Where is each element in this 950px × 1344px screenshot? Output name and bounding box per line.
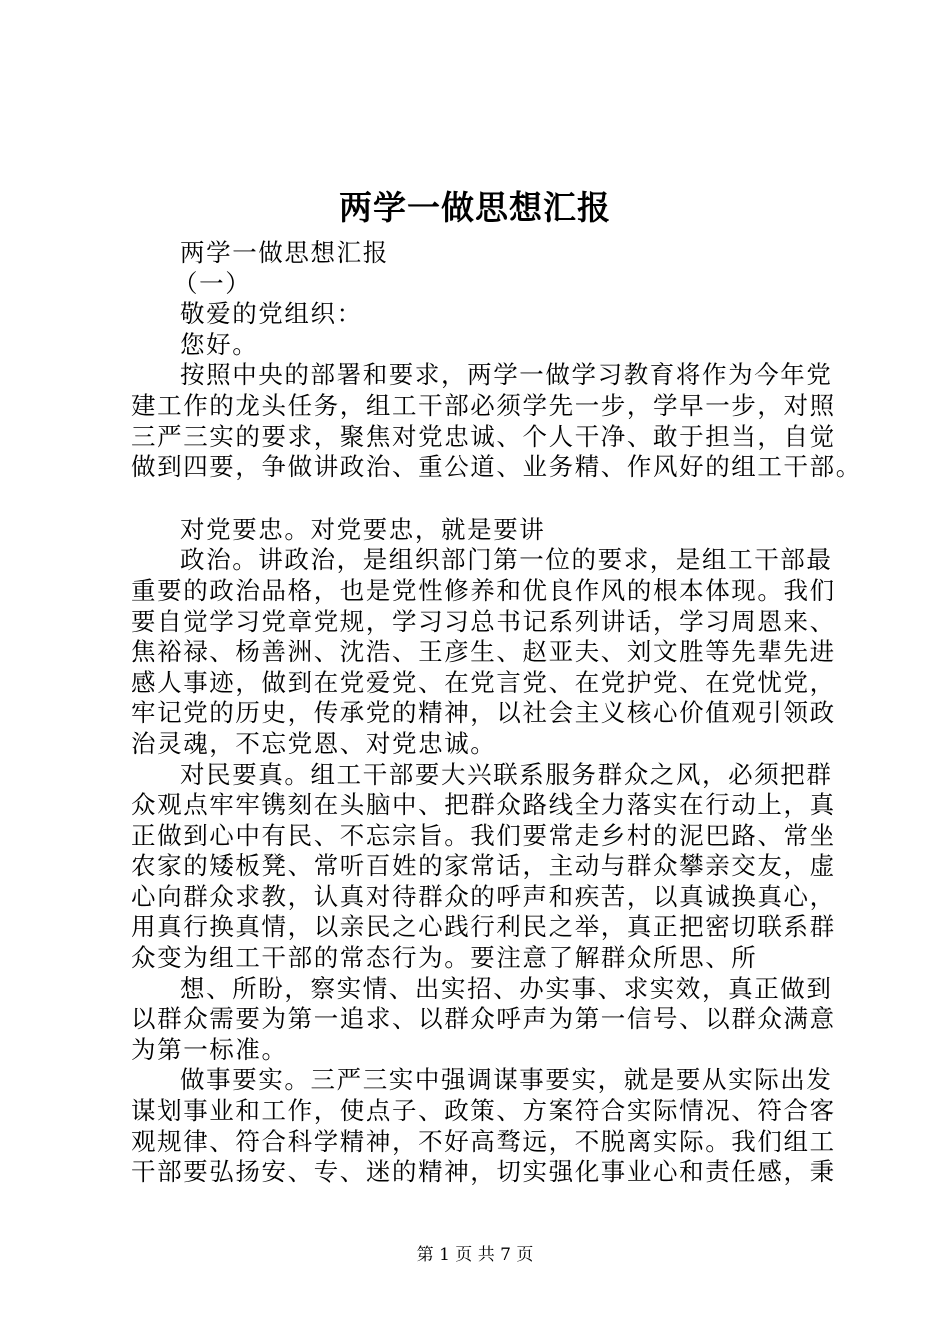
body-line: 对党要忠。对党要忠，就是要讲 [180,514,546,544]
paragraph-gap [131,483,841,515]
body-line: 您好。 [180,329,259,359]
body-line: 干部要弘扬安、专、迷的精神，切实强化事业心和责任感，秉 [131,1157,836,1187]
body-line: 焦裕禄、杨善洲、沈浩、王彦生、赵亚夫、刘文胜等先辈先进 [131,637,836,667]
body-line: 感人事迹，做到在党爱党、在党言党、在党护党、在党忧党， [131,667,836,697]
body-line: 政治。讲政治，是组织部门第一位的要求，是组工干部最 [180,545,833,575]
body-line: 用真行换真情，以亲民之心践行利民之举，真正把密切联系群 [131,912,836,942]
body-line: 对民要真。组工干部要大兴联系服务群众之风，必须把群 [180,759,833,789]
body-line: 以群众需要为第一追求、以群众呼声为第一信号、以群众满意 [131,1004,836,1034]
body-line: 三严三实的要求，聚焦对党忠诚、个人干净、敢于担当，自觉 [131,421,836,451]
document-title: 两学一做思想汇报 [339,188,611,227]
body-line: 敬爱的党组织： [180,299,363,329]
body-line: 心向群众求教，认真对待群众的呼声和疾苦，以真诚换真心， [131,881,836,911]
body-line: 农家的矮板凳、常听百姓的家常话，主动与群众攀亲交友，虚 [131,851,836,881]
body-line: 要自觉学习党章党规，学习习总书记系列讲话，学习周恩来、 [131,606,836,636]
body-line: 想、所盼，察实情、出实招、办实事、求实效，真正做到 [180,973,833,1003]
body-line: 做到四要，争做讲政治、重公道、业务精、作风好的组工干部。 [131,452,862,482]
body-line: 治灵魂，不忘党恩、对党忠诚。 [131,728,497,758]
body-line: 建工作的龙头任务，组工干部必须学先一步，学早一步，对照 [131,390,836,420]
body-line: 众变为组工干部的常态行为。要注意了解群众所思、所 [131,943,758,973]
body-line: 重要的政治品格，也是党性修养和优良作风的根本体现。我们 [131,575,836,605]
body-line: 牢记党的历史，传承党的精神，以社会主义核心价值观引领政 [131,698,836,728]
body-line: 谋划事业和工作，使点子、政策、方案符合实际情况、符合客 [131,1096,836,1126]
body-line: 正做到心中有民、不忘宗旨。我们要常走乡村的泥巴路、常坐 [131,820,836,850]
body-line: 为第一标准。 [131,1034,288,1064]
body-line: 观规律、符合科学精神，不好高骛远，不脱离实际。我们组工 [131,1126,836,1156]
body-line: 做事要实。三严三实中强调谋事要实，就是要从实际出发 [180,1065,833,1095]
page-number: 第 1 页 共 7 页 [416,1245,534,1265]
body-line: 按照中央的部署和要求，两学一做学习教育将作为今年党 [180,360,833,390]
body-line: （一） [173,268,252,298]
body-line: 众观点牢牢镌刻在头脑中、把群众路线全力落实在行动上，真 [131,790,836,820]
document-body [131,238,862,1188]
body-line: 两学一做思想汇报 [180,238,389,267]
